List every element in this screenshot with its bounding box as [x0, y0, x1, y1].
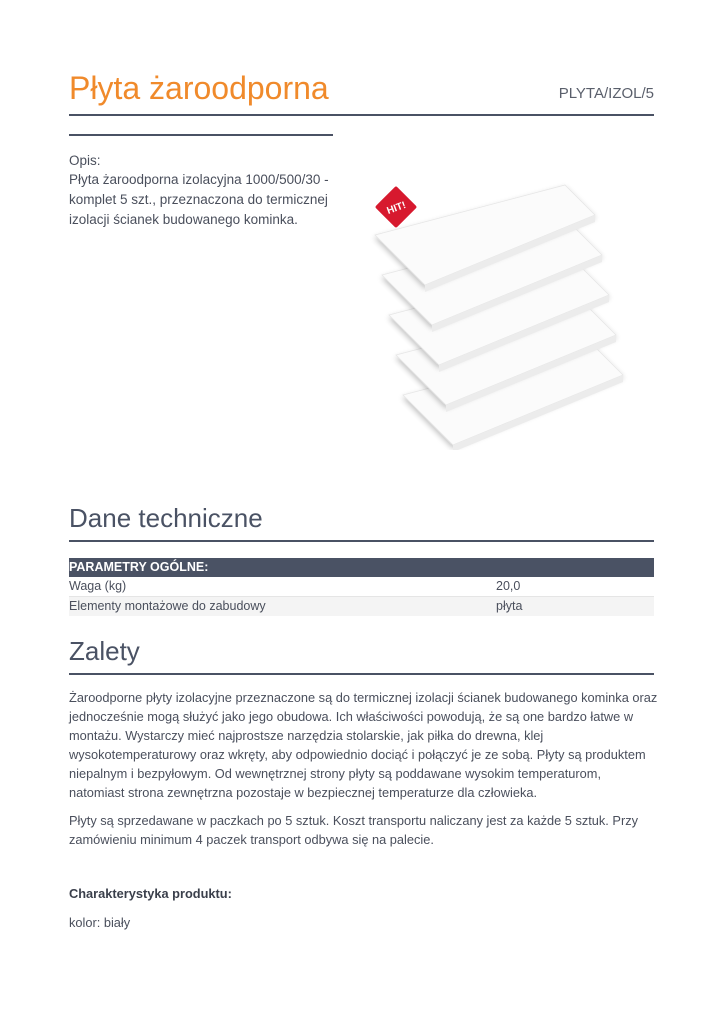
product-code: PLYTA/IZOL/5: [558, 85, 654, 102]
description-text: Płyta żaroodporna izolacyjna 1000/500/30 - komplet 5 szt., przeznaczona do termicznej izolacji ścianek budowanego kominka.: [69, 172, 329, 227]
description-divider: [69, 134, 333, 136]
characteristics-value: kolor: biały: [69, 915, 131, 930]
table-header-row: [69, 558, 654, 577]
advantages-heading: Zalety: [69, 636, 140, 666]
header-divider: [69, 114, 654, 116]
advantages-paragraph: Płyty są sprzedawane w paczkach po 5 sztuk. Koszt transportu naliczany jest za każde 5 sztuk. Przy zamówieniu minimum 4 paczek transport odbywa się na palecie.: [69, 813, 639, 847]
row-value: 20,0: [496, 577, 654, 597]
advantages-divider: [69, 673, 654, 675]
product-image: [360, 170, 660, 450]
advantages-paragraph: Żaroodporne płyty izolacyjne przeznaczone są do termicznej izolacji ścianek budowanego kominka oraz jednocześnie mogą służyć jako jego obudowa. Ich właściwości powodują, że są one bardzo łatwe w montażu. Wystarczy mieć najprostsze narzędzia stolarskie, jak piłka do drewna, klej wysokotemperaturowy oraz wkręty, aby odpowiednio dociąć i połączyć je ze sobą. Płyty są produktem niepalnym i bezpyłowym. Od wewnętrznej strony płyty są poddawane wysokim temperaturom, natomiast strona zewnętrzna pozostaje w bezpiecznej temperaturze dla człowieka.: [69, 690, 658, 800]
characteristics-label: Charakterystyka produktu:: [69, 886, 232, 901]
row-value: płyta: [496, 597, 654, 617]
table-row: [69, 577, 654, 597]
row-label: Waga (kg): [69, 577, 496, 597]
hit-badge-label: HIT!: [385, 199, 408, 217]
technical-divider: [69, 540, 654, 542]
technical-heading: Dane techniczne: [69, 503, 263, 533]
plates-illustration: [360, 170, 660, 450]
row-label: Elementy montażowe do zabudowy: [69, 597, 496, 617]
description-label: Opis:: [69, 153, 101, 168]
table-row: [69, 597, 654, 617]
page-title: Płyta żaroodporna: [69, 70, 329, 106]
technical-table: [69, 558, 654, 616]
table-header: PARAMETRY OGÓLNE:: [69, 558, 654, 577]
